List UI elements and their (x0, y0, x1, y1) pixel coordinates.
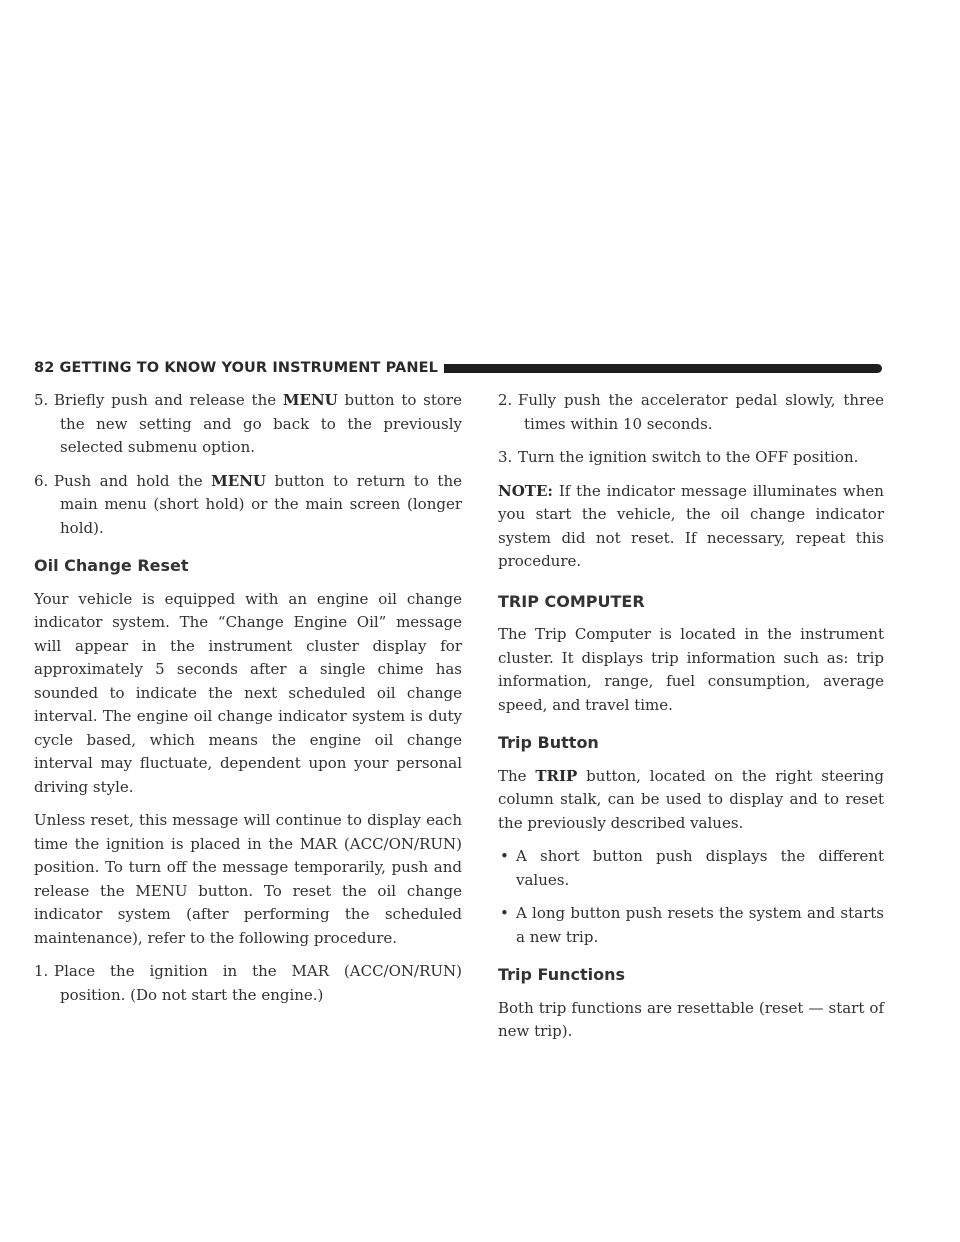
header-title (34, 360, 438, 376)
step-3: 3. Turn the ignition switch to the OFF position. (498, 448, 859, 466)
trip-button-label: TRIP (535, 766, 578, 785)
menu-button-label: MENU (211, 471, 266, 490)
oil-paragraph-2: Unless reset, this message will continue to display each time the ignition is placed in the MAR (ACC/ON/RUN) position. To turn off the message temporarily, push and release the MENU button. To reset the oil change indicator system (after performing the scheduled maintenance), refer to the following procedure. (34, 811, 462, 947)
trip-computer-heading: TRIP COMPUTER (498, 591, 645, 611)
bullet-item: • A long button push resets the system and starts a new trip. (500, 904, 884, 946)
bullet-icon: • (500, 847, 509, 865)
step-2: 2. Fully push the accelerator pedal slowly, three times within 10 seconds. (498, 391, 884, 433)
trip-paragraph: The Trip Computer is located in the instrument cluster. It displays trip information such as: trip information, range, fuel consumption, average speed, and travel time. (498, 625, 884, 714)
oil-change-heading: Oil Change Reset (34, 556, 189, 575)
menu-button-label: MENU (282, 391, 338, 409)
left-column (34, 389, 462, 1017)
bullet-icon: • (500, 904, 509, 922)
page-header (34, 357, 882, 379)
trip-functions-paragraph: Both trip functions are resettable (reset — start of new trip). (498, 998, 884, 1040)
note: NOTE: If the indicator message illuminates when you start the vehicle, the oil change indicator system did not reset. If necessary, repeat this procedure. (498, 481, 884, 570)
trip-functions-heading: Trip Functions (498, 965, 625, 984)
bullet-item: • A short button push displays the different values. (500, 847, 884, 889)
page-number: 82 (34, 360, 55, 376)
note-label: NOTE: (498, 481, 553, 500)
oil-paragraph-1: Your vehicle is equipped with an engine oil change indicator system. The “Change Engine Oil” message will appear in the instrument cluster display for approximately 5 seconds after a single chime has sounded to indicate the next scheduled oil change interval. The engine oil change indicator system is duty cycle based, which means the engine oil change interval may fluctuate, dependent upon your personal driving style. (34, 589, 462, 796)
trip-button-paragraph: The TRIP button, located on the right steering column stalk, can be used to display and to reset the previously described values. (498, 766, 884, 832)
header-bar (444, 364, 882, 373)
section-title: GETTING TO KNOW YOUR INSTRUMENT PANEL (59, 360, 438, 376)
step-1: 1. Place the ignition in the MAR (ACC/ON/RUN) position. (Do not start the engine.) (34, 962, 462, 1004)
trip-button-heading: Trip Button (498, 733, 599, 752)
step-5: 5. Briefly push and release the MENU button to store the new setting and go back to the previously selected submenu option. (34, 391, 462, 456)
right-column (498, 389, 884, 1054)
step-6: 6. Push and hold the MENU button to return to the main menu (short hold) or the main screen (longer hold). (34, 471, 462, 537)
